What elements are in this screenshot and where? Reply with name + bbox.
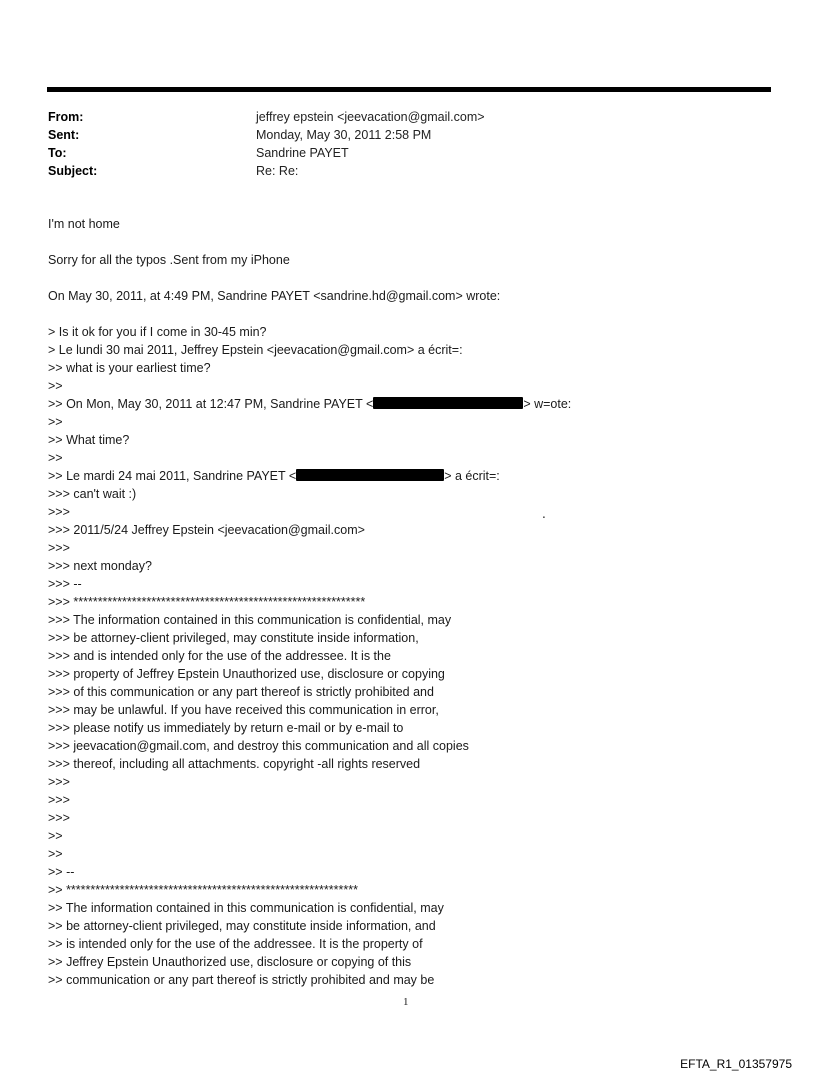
quote-line: >> what is your earliest time? bbox=[48, 361, 211, 375]
quote-text: >> On Mon, May 30, 2011 at 12:47 PM, Sandrine PAYET < bbox=[48, 397, 374, 411]
quote-line: >>> jeevacation@gmail.com, and destroy this communication and all copies bbox=[48, 739, 469, 753]
body-paragraph: I'm not home bbox=[48, 217, 120, 231]
quote-line: >>> may be unlawful. If you have received this communication in error, bbox=[48, 703, 439, 717]
quote-line: >>> and is intended only for the use of the addressee. It is the bbox=[48, 649, 391, 663]
body-paragraph: On May 30, 2011, at 4:49 PM, Sandrine PAYET <sandrine.hd@gmail.com> wrote: bbox=[48, 289, 501, 303]
email-header bbox=[48, 108, 485, 180]
quote-line: >> ************************************************************ bbox=[48, 883, 358, 897]
quote-line: >> bbox=[48, 415, 63, 429]
page-number: 1 bbox=[403, 996, 409, 1008]
subject-label: Subject: bbox=[48, 164, 98, 178]
quote-line: >>> bbox=[48, 541, 70, 555]
quote-line: >> bbox=[48, 451, 63, 465]
quote-line: >> What time? bbox=[48, 433, 130, 447]
quote-line: >>> please notify us immediately by return e-mail or by e-mail to bbox=[48, 721, 404, 735]
quote-line: >>> be attorney-client privileged, may constitute inside information, bbox=[48, 631, 419, 645]
quote-line: >> bbox=[48, 847, 63, 861]
quote-line: >>> of this communication or any part thereof is strictly prohibited and bbox=[48, 685, 434, 699]
from-value: jeffrey epstein <jeevacation@gmail.com> bbox=[256, 110, 485, 124]
from-row bbox=[48, 108, 485, 126]
quote-line: >> bbox=[48, 379, 63, 393]
header-rule bbox=[47, 87, 771, 92]
sent-row bbox=[48, 126, 485, 144]
sent-value: Monday, May 30, 2011 2:58 PM bbox=[256, 128, 432, 142]
quote-line: >>> -- bbox=[48, 577, 82, 591]
subject-row bbox=[48, 162, 485, 180]
quote-line bbox=[48, 395, 728, 413]
stray-dot: . bbox=[542, 507, 546, 521]
quote-line bbox=[48, 467, 728, 485]
quote-text: > a écrit=: bbox=[444, 469, 500, 483]
document-id: EFTA_R1_01357975 bbox=[680, 1057, 792, 1071]
quote-line: >>> The information contained in this communication is confidential, may bbox=[48, 613, 452, 627]
quoted-thread bbox=[48, 323, 728, 989]
to-label: To: bbox=[48, 146, 67, 160]
quote-line: >>> thereof, including all attachments. copyright -all rights reserved bbox=[48, 757, 421, 771]
quote-line: >> communication or any part thereof is strictly prohibited and may be bbox=[48, 973, 435, 987]
quote-line: >> Jeffrey Epstein Unauthorized use, disclosure or copying of this bbox=[48, 955, 412, 969]
to-row bbox=[48, 144, 485, 162]
quote-text: > w=ote: bbox=[523, 397, 572, 411]
email-body bbox=[48, 215, 728, 989]
quote-line: >>> bbox=[48, 505, 70, 519]
redaction-bar bbox=[296, 469, 444, 481]
quote-line: >>> bbox=[48, 775, 70, 789]
quote-line: >> is intended only for the use of the addressee. It is the property of bbox=[48, 937, 423, 951]
quote-line: >>> bbox=[48, 793, 70, 807]
quote-line: >>> property of Jeffrey Epstein Unauthorized use, disclosure or copying bbox=[48, 667, 445, 681]
quote-text: >> Le mardi 24 mai 2011, Sandrine PAYET < bbox=[48, 469, 297, 483]
from-label: From: bbox=[48, 110, 84, 124]
body-paragraph: Sorry for all the typos .Sent from my iPhone bbox=[48, 253, 290, 267]
quote-line: >>> next monday? bbox=[48, 559, 152, 573]
to-value: Sandrine PAYET bbox=[256, 146, 349, 160]
subject-value: Re: Re: bbox=[256, 164, 299, 178]
redaction-bar bbox=[373, 397, 523, 409]
quote-line: >> -- bbox=[48, 865, 75, 879]
quote-line: >> The information contained in this communication is confidential, may bbox=[48, 901, 444, 915]
quote-line: >> be attorney-client privileged, may constitute inside information, and bbox=[48, 919, 436, 933]
quote-line: >> bbox=[48, 829, 63, 843]
quote-line: > Is it ok for you if I come in 30-45 min? bbox=[48, 325, 267, 339]
quote-line: >>> 2011/5/24 Jeffrey Epstein <jeevacation@gmail.com> bbox=[48, 523, 365, 537]
quote-line: >>> can't wait :) bbox=[48, 487, 137, 501]
quote-line: > Le lundi 30 mai 2011, Jeffrey Epstein <jeevacation@gmail.com> a écrit=: bbox=[48, 343, 463, 357]
sent-label: Sent: bbox=[48, 128, 80, 142]
quote-line: >>> bbox=[48, 811, 70, 825]
quote-line: >>> ************************************************************ bbox=[48, 595, 366, 609]
